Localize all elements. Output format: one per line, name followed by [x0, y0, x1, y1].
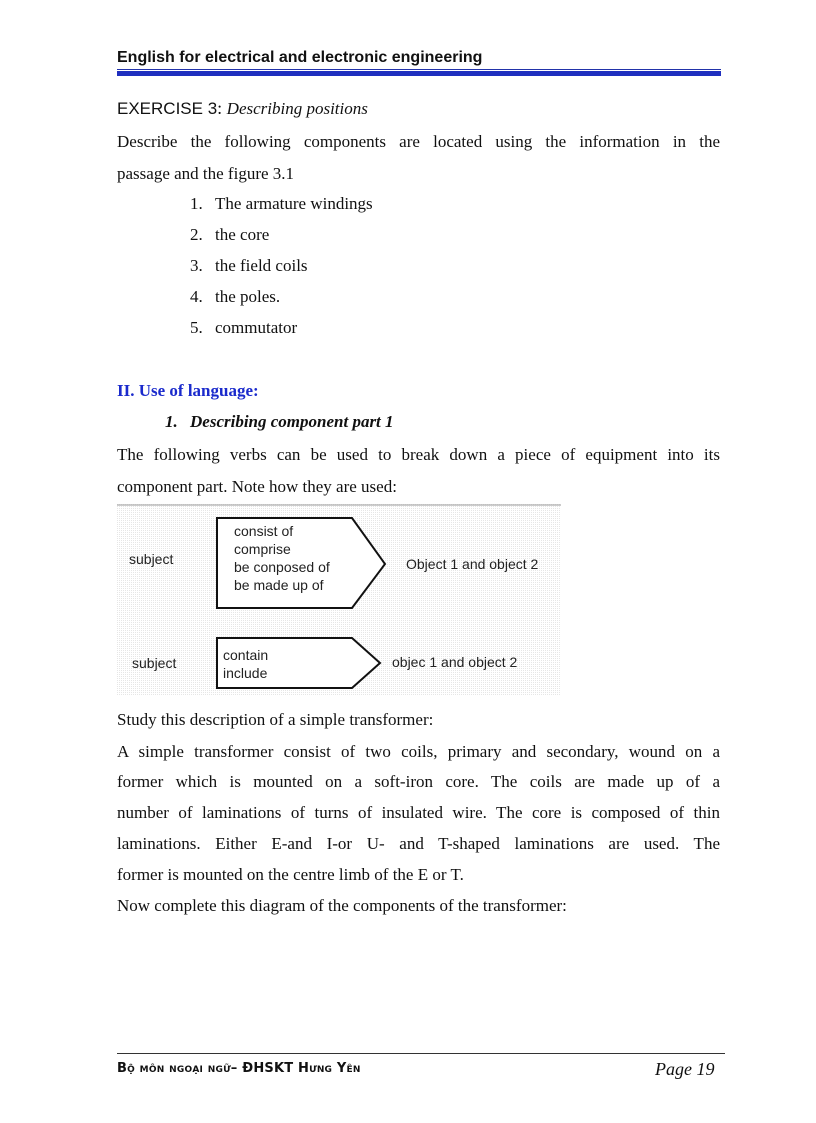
- exercise-instruction-line-2: passage and the figure 3.1: [117, 164, 295, 183]
- list-number: 1.: [190, 194, 203, 213]
- description-line: number of laminations of turns of insulated wire. The core is composed of thin: [117, 803, 720, 822]
- list-item: [190, 194, 373, 214]
- list-text: commutator: [215, 318, 298, 337]
- description-line: former is mounted on the centre limb of the E or T.: [117, 865, 464, 884]
- row1-verb: be conposed of: [234, 559, 330, 575]
- list-item: [190, 225, 269, 245]
- list-text: The armature windings: [215, 194, 373, 213]
- list-text: the poles.: [215, 287, 281, 306]
- list-item: [190, 256, 308, 276]
- list-text: the field coils: [215, 256, 308, 275]
- footer-department: Bộ môn ngoại ngữ– ĐHSKT Hưng Yên: [117, 1061, 361, 1076]
- row1-object: Object 1 and object 2: [406, 556, 539, 572]
- row1-verb: comprise: [234, 541, 291, 557]
- row2-object: objec 1 and object 2: [392, 654, 518, 670]
- running-header: English for electrical and electronic engineering: [117, 49, 483, 66]
- description-line: laminations. Either E-and I-or U- and T-shaped laminations are used. The: [117, 834, 720, 853]
- list-text: the core: [215, 225, 270, 244]
- row2-verb: include: [223, 665, 268, 681]
- list-number: 2.: [190, 225, 203, 244]
- list-number: 3.: [190, 256, 203, 275]
- subsection-title: Describing component part 1: [190, 412, 394, 431]
- verb-usage-diagram: [117, 504, 561, 696]
- header-rule-thin: [117, 69, 721, 70]
- intro-line-2: component part. Note how they are used:: [117, 477, 397, 496]
- exercise-colon: :: [217, 98, 227, 118]
- subsection-heading: [165, 412, 394, 432]
- exercise-title: [117, 98, 368, 119]
- study-line: Study this description of a simple transformer:: [117, 710, 434, 729]
- exercise-subtitle: Describing positions: [226, 99, 368, 118]
- page-number: Page 19: [655, 1059, 715, 1079]
- intro-line-1: The following verbs can be used to break down a piece of equipment into its: [117, 445, 720, 464]
- list-item: [190, 287, 280, 307]
- row1-subject: subject: [129, 551, 174, 567]
- exercise-instruction-line-1: Describe the following components are located using the information in the: [117, 132, 720, 151]
- section-heading: II. Use of language:: [117, 381, 259, 400]
- list-number: 4.: [190, 287, 203, 306]
- row2-subject: subject: [132, 655, 177, 671]
- description-line: former which is mounted on a soft-iron core. The coils are made up of a: [117, 772, 720, 791]
- list-number: 5.: [190, 318, 203, 337]
- row2-verb: contain: [223, 647, 269, 663]
- footer-rule: [117, 1053, 725, 1054]
- row1-verb: consist of: [234, 523, 294, 539]
- exercise-label: EXERCISE 3: [117, 99, 218, 118]
- row1-verb: be made up of: [234, 577, 324, 593]
- description-line: A simple transformer consist of two coils, primary and secondary, wound on a: [117, 742, 720, 761]
- subsection-number: 1.: [165, 412, 178, 431]
- list-item: [190, 318, 297, 338]
- header-rule-thick: [117, 71, 721, 76]
- complete-instruction: Now complete this diagram of the components of the transformer:: [117, 896, 567, 915]
